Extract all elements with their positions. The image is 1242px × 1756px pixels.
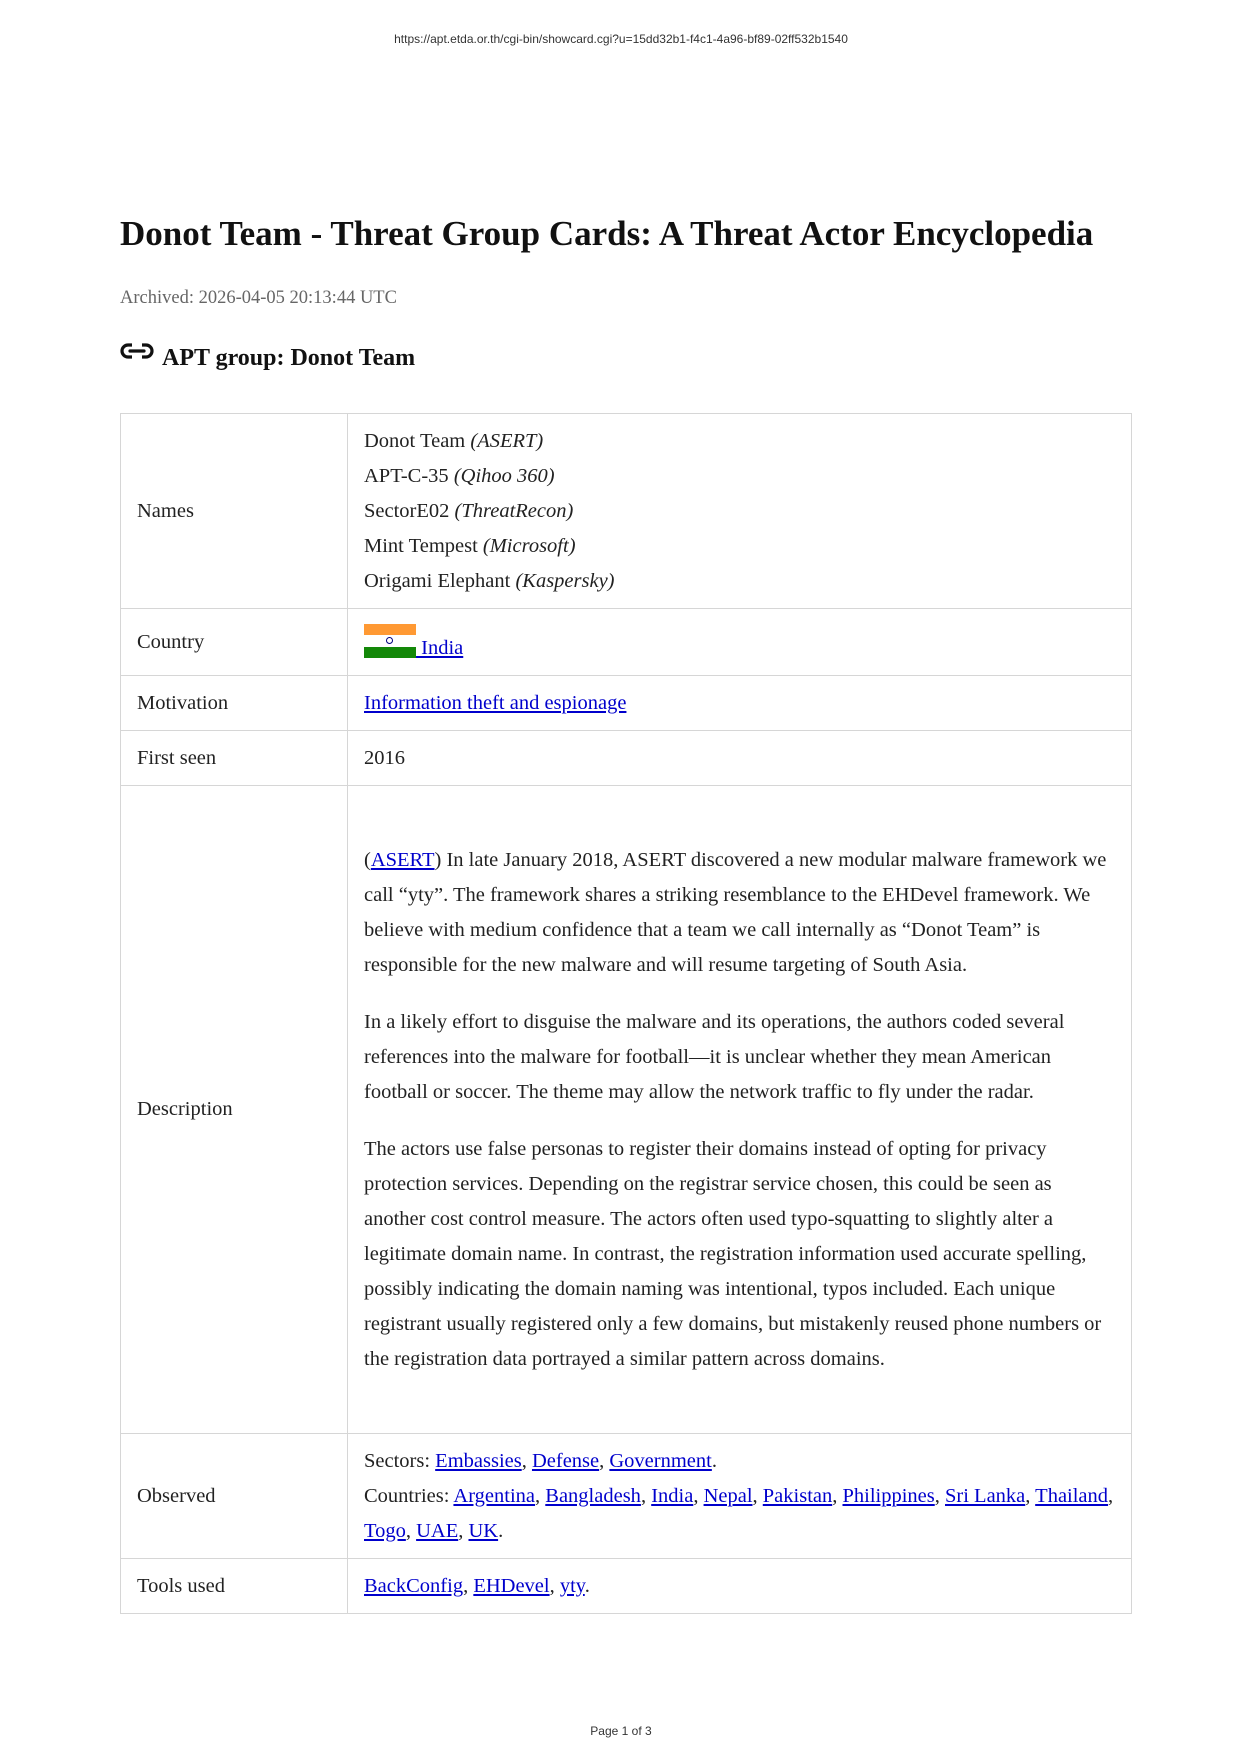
row-motivation xyxy=(121,676,1132,731)
india-flag-icon xyxy=(364,624,416,658)
first-seen-label: First seen xyxy=(121,731,348,786)
sector-link[interactable]: Defense xyxy=(531,1449,600,1472)
name-entry: SectorE02 (ThreatRecon) xyxy=(364,499,574,522)
group-card-table xyxy=(120,413,1132,1614)
page-title: Donot Team - Threat Group Cards: A Threat Actor Encyclopedia xyxy=(120,214,1094,253)
country-label: Country xyxy=(121,609,348,676)
names-label: Names xyxy=(121,414,348,609)
apt-group-title: APT group: Donot Team xyxy=(162,344,416,371)
description-value xyxy=(348,786,1132,1434)
country-link[interactable]: India xyxy=(651,1484,694,1507)
country-link[interactable]: Togo xyxy=(364,1519,406,1542)
name-entry: Donot Team (ASERT) xyxy=(364,429,544,452)
country-link[interactable]: UAE xyxy=(416,1519,459,1542)
country-link[interactable]: Pakistan xyxy=(762,1484,833,1507)
sector-link[interactable]: Embassies xyxy=(435,1449,522,1472)
apt-heading xyxy=(120,344,415,372)
tool-link[interactable]: BackConfig xyxy=(364,1574,464,1597)
country-link[interactable]: Philippines xyxy=(842,1484,935,1507)
motivation-label: Motivation xyxy=(121,676,348,731)
link-icon[interactable] xyxy=(120,338,156,366)
names-list xyxy=(364,424,1115,599)
page-number: Page 1 of 3 xyxy=(590,1724,652,1738)
tool-link[interactable]: yty xyxy=(559,1574,585,1597)
row-country xyxy=(121,609,1132,676)
country-link[interactable]: UK xyxy=(468,1519,499,1542)
name-entry: Mint Tempest (Microsoft) xyxy=(364,534,576,557)
country-link[interactable]: Argentina xyxy=(453,1484,536,1507)
country-link[interactable]: Bangladesh xyxy=(545,1484,641,1507)
countries-line: Countries: Argentina, Bangladesh, India, Nepal, Pakistan, Philippines, Sri Lanka, Thailand, Togo, UAE, UK. xyxy=(364,1484,1114,1542)
country-name: India xyxy=(416,637,464,659)
tools-label: Tools used xyxy=(121,1559,348,1614)
names-value xyxy=(348,414,1132,609)
url-header: https://apt.etda.or.th/cgi-bin/showcard.cgi?u=15dd32b1-f4c1-4a96-bf89-02ff532b1540 xyxy=(394,32,848,46)
asert-link[interactable]: ASERT xyxy=(370,848,435,871)
country-link[interactable]: Thailand xyxy=(1035,1484,1109,1507)
description-paragraph-3: The actors use false personas to register their domains instead of opting for privacy protection services. Depending on the registrar service chosen, this could be seen as another cost control measure. The actors often used typo-squatting to slightly alter a legitimate domain name. In contrast, the registration information used accurate spelling, possibly indicating the domain naming was intentional, typos included. Each unique registrant usually registered only a few domains, but mistakenly reused phone numbers or the registration data portrayed a similar pattern across domains. xyxy=(364,1137,1102,1370)
motivation-value xyxy=(348,676,1132,731)
name-entry: Origami Elephant (Kaspersky) xyxy=(364,569,615,592)
country-link[interactable]: Sri Lanka xyxy=(945,1484,1026,1507)
sectors-line: Sectors: Embassies, Defense, Government. xyxy=(364,1449,717,1472)
description-label: Description xyxy=(121,786,348,1434)
tools-value: BackConfig, EHDevel, yty. xyxy=(348,1559,1132,1614)
row-description xyxy=(121,786,1132,1434)
description-paragraph-1: (ASERT) In late January 2018, ASERT discovered a new modular malware framework we call “yty”. The framework shares a striking resemblance to the EHDevel framework. We believe with medium confidence that a team we call internally as “Donot Team” is responsible for the new malware and will resume targeting of South Asia. xyxy=(364,848,1107,976)
country-value xyxy=(348,609,1132,676)
country-link[interactable] xyxy=(364,637,463,659)
first-seen-value: 2016 xyxy=(348,731,1132,786)
description-paragraph-2: In a likely effort to disguise the malware and its operations, the authors coded several references into the malware for football—it is unclear whether they mean American football or soccer. The theme may allow the network traffic to fly under the radar. xyxy=(364,1010,1065,1103)
row-first-seen xyxy=(121,731,1132,786)
row-names xyxy=(121,414,1132,609)
archived-timestamp: Archived: 2026-04-05 20:13:44 UTC xyxy=(120,288,397,308)
name-entry: APT-C-35 (Qihoo 360) xyxy=(364,464,555,487)
sector-link[interactable]: Government xyxy=(609,1449,712,1472)
row-tools xyxy=(121,1559,1132,1614)
observed-value xyxy=(348,1434,1132,1559)
motivation-link[interactable]: Information theft and espionage xyxy=(364,691,627,714)
tool-link[interactable]: EHDevel xyxy=(473,1574,550,1597)
row-observed xyxy=(121,1434,1132,1559)
country-link[interactable]: Nepal xyxy=(703,1484,753,1507)
observed-label: Observed xyxy=(121,1434,348,1559)
